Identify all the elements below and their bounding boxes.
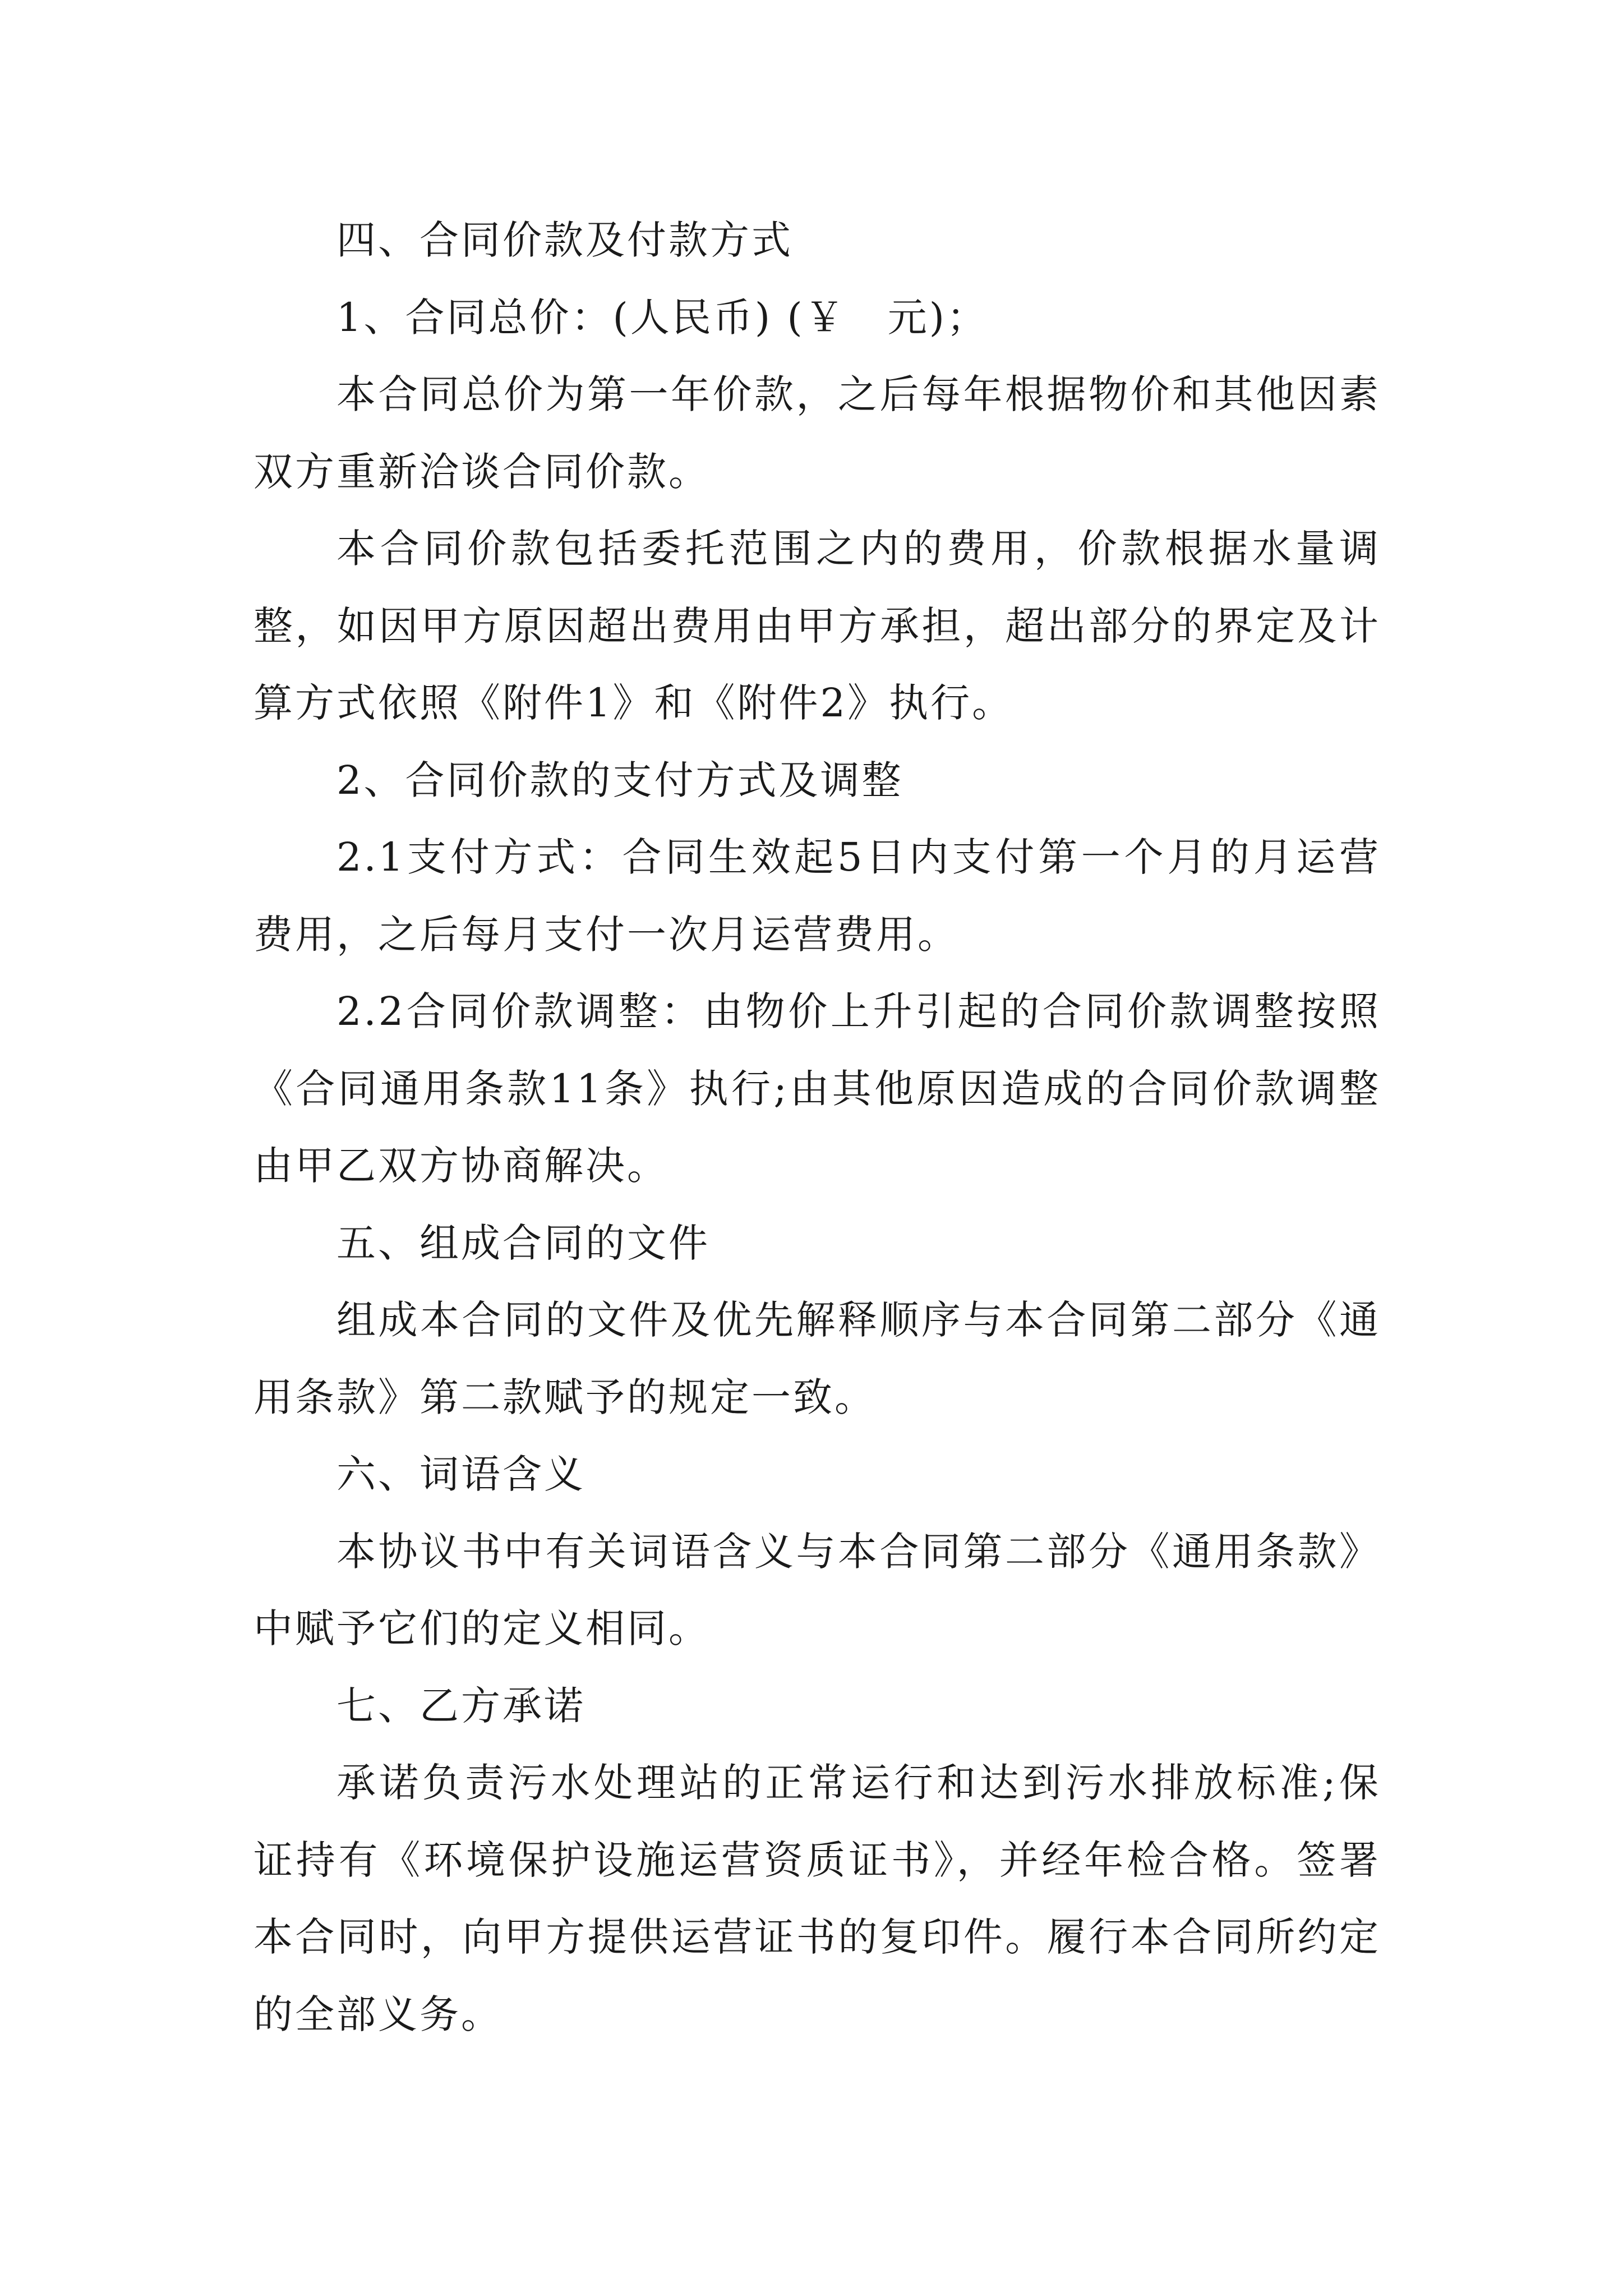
clause-payment-method-heading: 2、合同价款的支付方式及调整 bbox=[336, 757, 903, 803]
section-heading-contract-documents: 五、组成合同的文件 bbox=[336, 1220, 710, 1266]
paragraph-price-scope: 本合同价款包括委托范围之内的费用，价款根据水量调整，如因甲方原因超出费用由甲方承担，超出部分的界定及计算方式依照《附件1》和《附件2》执行。 bbox=[253, 526, 1381, 726]
clause-price-adjustment: 2.2合同价款调整：由物价上升引起的合同价款调整按照《合同通用条款11条》执行;由其他原因造成的合同价款调整由甲乙双方协商解决。 bbox=[253, 988, 1381, 1189]
paragraph-total-price-note: 本合同总价为第一年价款，之后每年根据物价和其他因素双方重新洽谈合同价款。 bbox=[253, 371, 1381, 495]
paragraph-definitions: 本协议书中有关词语含义与本合同第二部分《通用条款》中赋予它们的定义相同。 bbox=[253, 1528, 1381, 1651]
section-heading-party-b-commitment: 七、乙方承诺 bbox=[336, 1682, 585, 1729]
section-heading-price-payment: 四、合同价款及付款方式 bbox=[336, 217, 793, 263]
document-body bbox=[253, 202, 1381, 2053]
clause-total-price: 1、合同总价：(人民币) (￥ 元)； bbox=[336, 294, 989, 341]
section-heading-definitions: 六、词语含义 bbox=[336, 1451, 585, 1497]
paragraph-contract-documents: 组成本合同的文件及优先解释顺序与本合同第二部分《通用条款》第二款赋予的规定一致。 bbox=[253, 1297, 1381, 1420]
paragraph-party-b-commitment: 承诺负责污水处理站的正常运行和达到污水排放标准;保证持有《环境保护设施运营资质证书》，并经年检合格。签署本合同时，向甲方提供运营证书的复印件。履行本合同所约定的全部义务。 bbox=[253, 1760, 1381, 2037]
clause-payment-method: 2.1支付方式：合同生效起5日内支付第一个月的月运营费用，之后每月支付一次月运营费用。 bbox=[253, 834, 1381, 958]
